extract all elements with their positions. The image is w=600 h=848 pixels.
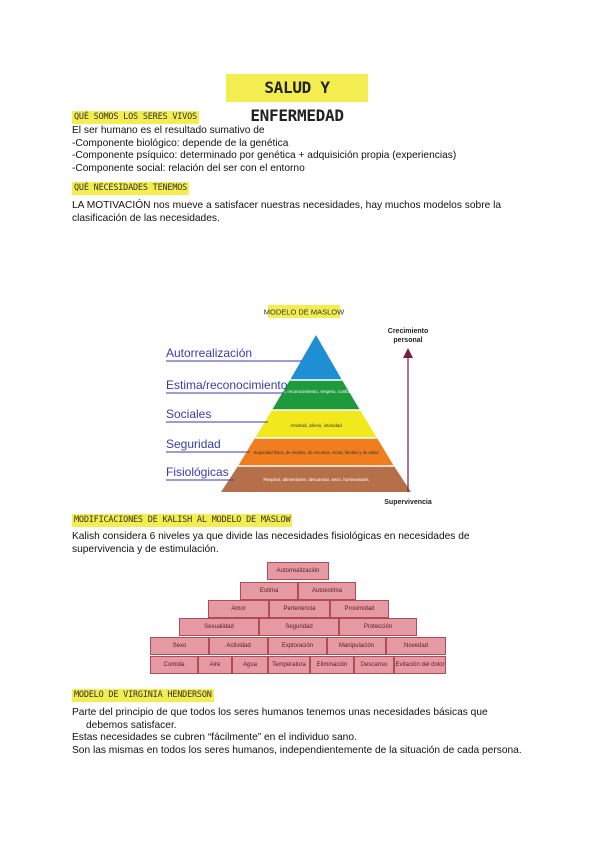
- maslow-label-sociales: Sociales: [166, 407, 212, 421]
- body-line: Kalish considera 6 niveles ya que divide las necesidades fisiológicas en necesidades de: [72, 531, 470, 542]
- kalish-box: Amor: [208, 600, 269, 618]
- section-heading-necesidades: QUÉ NECESIDADES TENEMOS: [74, 183, 188, 193]
- kalish-box: Autorrealización: [267, 562, 329, 580]
- body-line: -Componente psíquico: determinado por genética + adquisición propia (experiencias): [72, 150, 457, 162]
- maslow-detail-2: Éxito, reconocimiento, respeto, confianza: [274, 389, 358, 394]
- kalish-box: Manipulación: [327, 637, 386, 655]
- kalish-box: Comida: [150, 656, 198, 674]
- body-line: supervivencia y de estimulación.: [72, 543, 219, 555]
- maslow-label-fisiologicas: Fisiológicas: [166, 465, 229, 479]
- body-line: -Componente social: relación del ser con el entorno: [72, 162, 305, 174]
- maslow-bottom-label: Supervivencia: [384, 499, 432, 506]
- kalish-box: Evitación del dolor: [394, 656, 446, 674]
- maslow-label-seguridad: Seguridad: [166, 437, 221, 451]
- body-line: Estas necesidades se cubren “fácilmente” en el individuo sano.: [72, 732, 357, 744]
- kalish-box: Proximidad: [330, 600, 389, 618]
- maslow-detail-4: Seguridad física, de empleo, de recursos, moral, familiar y de salud: [253, 450, 379, 455]
- maslow-top-label-2: personal: [393, 337, 423, 344]
- body-line: debemos satisfacer.: [86, 719, 177, 731]
- maslow-heading: MODELO DE MASLOW: [263, 307, 345, 317]
- kalish-box: Eliminación: [310, 656, 354, 674]
- kalish-box: Temperatura: [268, 656, 310, 674]
- body-line: Parte del principio de que todos los seres humanos tenemos unas necesidades básicas que: [72, 707, 488, 718]
- maslow-label-estima: Estima/reconocimiento: [166, 378, 288, 392]
- kalish-box: Agua: [232, 656, 268, 674]
- section-body-necesidades: [72, 200, 501, 225]
- kalish-box: Autoestima: [298, 582, 356, 600]
- kalish-box: Descanso: [354, 656, 394, 674]
- kalish-box: Novedad: [386, 637, 446, 655]
- kalish-box: Aire: [198, 656, 232, 674]
- kalish-box: Actividad: [209, 637, 268, 655]
- section-heading-henderson: MODELO DE VIRGINIA HENDERSON: [74, 690, 212, 700]
- arrow-up-icon: [403, 348, 413, 358]
- kalish-box: Estima: [240, 582, 298, 600]
- kalish-box: Exploración: [268, 637, 327, 655]
- section-body-seres-vivos: [72, 125, 456, 175]
- kalish-box: Pertenencia: [269, 600, 330, 618]
- maslow-label-autorrealizacion: Autorrealización: [166, 346, 253, 360]
- section-heading-kalish: MODIFICACIONES DE KALISH AL MODELO DE MASLOW: [74, 515, 291, 525]
- section-body-kalish: [72, 531, 470, 556]
- maslow-diagram: [160, 300, 460, 510]
- section-heading-seres-vivos: QUÉ SOMOS LOS SERES VIVOS: [74, 112, 197, 122]
- maslow-layer-1: [290, 335, 342, 380]
- body-line: El ser humano es el resultado sumativo de: [72, 125, 265, 136]
- page-title: SALUD Y ENFERMEDAD: [226, 74, 368, 102]
- kalish-box: Protección: [339, 618, 417, 636]
- kalish-box: Sexo: [150, 637, 209, 655]
- maslow-top-label-1: Crecimiento: [387, 328, 429, 335]
- kalish-box: Seguridad: [259, 618, 339, 636]
- body-line: -Componente biológico: depende de la genética: [72, 137, 289, 149]
- body-line: Son las mismas en todos los seres humanos, independientemente de la situación de cada persona.: [72, 744, 522, 756]
- maslow-detail-3: Amistad, afecto, intimidad: [290, 423, 342, 428]
- maslow-detail-5: Respirar, alimentarse, descansar, sexo, homeostasis: [263, 477, 369, 482]
- kalish-box: Sexualidad: [179, 618, 259, 636]
- body-line: clasificación de las necesidades.: [72, 212, 220, 224]
- section-body-henderson: [72, 707, 522, 757]
- body-line: LA MOTIVACIÓN nos mueve a satisfacer nuestras necesidades, hay muchos modelos sobre la: [72, 200, 502, 211]
